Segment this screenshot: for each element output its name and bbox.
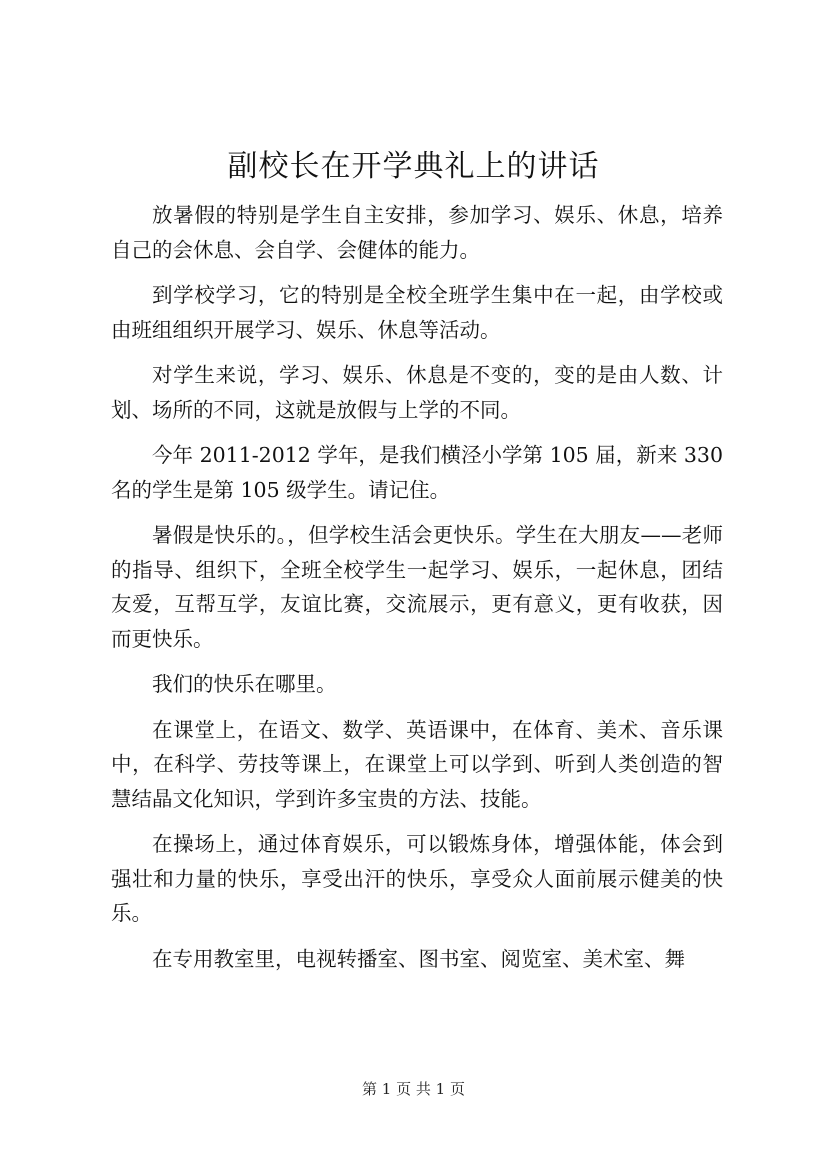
paragraph: 对学生来说，学习、娱乐、休息是不变的，变的是由人数、计划、场所的不同，这就是放假与上学的不同。 [111, 363, 723, 422]
page-footer: 第 1 页 共 1 页 [362, 1080, 465, 1098]
paragraph: 放暑假的特别是学生自主安排，参加学习、娱乐、休息，培养自己的会休息、会自学、会健体的能力。 [111, 203, 723, 262]
paragraph: 到学校学习，它的特别是全校全班学生集中在一起，由学校或由班组组织开展学习、娱乐、休息等活动。 [111, 283, 723, 342]
paragraph: 我们的快乐在哪里。 [152, 672, 337, 696]
paragraph: 今年 2011-2012 学年，是我们横泾小学第 105 届，新来 330 名的学生是第 105 级学生。请记住。 [111, 443, 723, 502]
document-title: 副校长在开学典礼上的讲话 [227, 149, 600, 184]
paragraph: 暑假是快乐的。，但学校生活会更快乐。学生在大朋友——老师的指导、组织下，全班全校学生一起学习、娱乐，一起休息，团结友爱，互帮互学，友谊比赛，交流展示，更有意义，更有收获，因而更快乐。 [111, 523, 723, 651]
paragraph: 在课堂上，在语文、数学、英语课中，在体育、美术、音乐课中，在科学、劳技等课上，在课堂上可以学到、听到人类创造的智慧结晶文化知识，学到许多宝贵的方法、技能。 [111, 717, 723, 811]
paragraph: 在专用教室里，电视转播室、图书室、阅览室、美术室、舞 [152, 946, 685, 971]
document-body [111, 198, 723, 976]
paragraph: 在操场上，通过体育娱乐，可以锻炼身体，增强体能，体会到强壮和力量的快乐，享受出汗的快乐，享受众人面前展示健美的快乐。 [111, 832, 723, 925]
